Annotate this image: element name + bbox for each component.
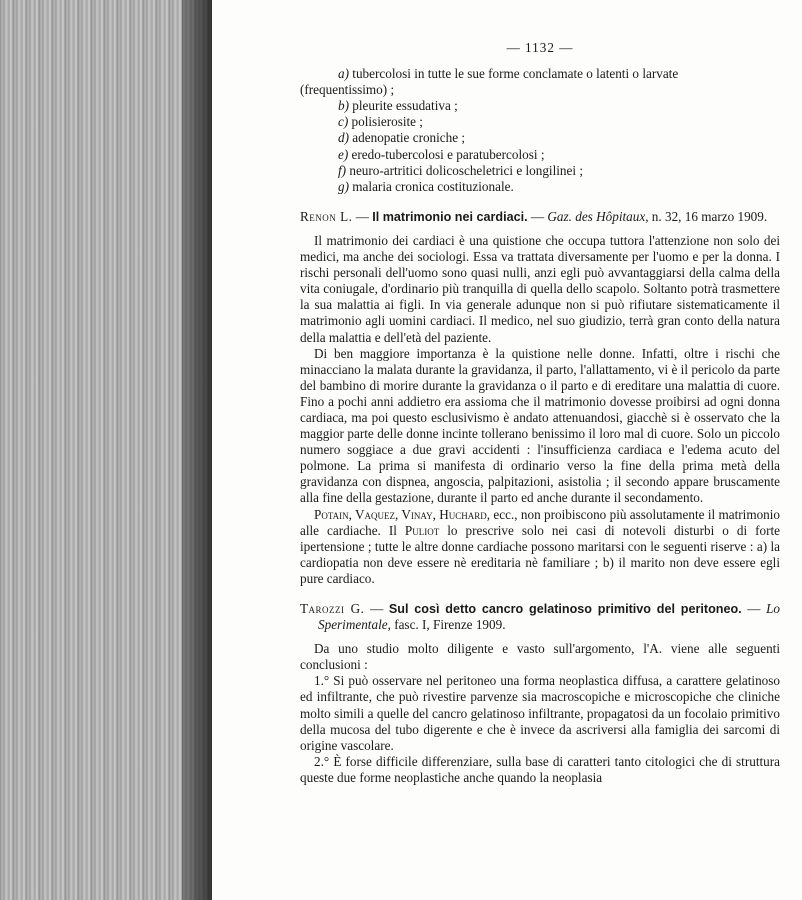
article-author: Renon L. [300, 208, 353, 224]
conditions-list [300, 66, 780, 195]
list-item: b) pleurite essudativa ; [338, 98, 458, 114]
paragraph: 1.° Si può osservare nel peritoneo una forma neoplastica diffusa, a carattere gelatinoso ed infiltrante, che può rivestire parvenze sia macroscopiche e microscopiche che cliniche molto simili a quelle del cancro gelatinoso infiltrante, propagatosi da un focolaio primitivo della mucosa del tubo digerente e che è invece da ascriversi alla famiglia dei sarcomi di origine vascolare. [300, 673, 780, 753]
author-name: Puliot [404, 522, 440, 538]
paragraph: Da uno studio molto diligente e vasto sull'argomento, l'A. viene alle seguenti conclusioni : [300, 641, 780, 673]
paragraph: Di ben maggiore importanza è la quistione nelle donne. Infatti, oltre i rischi che minacciano la malata durante la gravidanza, il parto, l'allattamento, vi è il pericolo da parte del bambino di morire durante la gravidanza o il parto e di ereditare una malattia di cuore. Fino a pochi anni addietro era assioma che il matrimonio dovesse proibirsi ad ogni donna cardiaca, ma poi questo esclusivismo è andato attenuandosi, giacchè si è osservato che la maggior parte delle donne incinte tollerano benissimo il loro mal di cuore. Solo un piccolo numero soggiace a due gravi accidenti : l'insufficienza cardiaca e l'edema acuto del polmone. La prima si manifesta di ordinario verso la fine della prima metà della gravidanza con dispnea, angoscia, palpitazioni, asistolia ; il secondo appare bruscamente alla fine della gestazione, durante il parto ed anche durante il secondamento. [300, 345, 780, 506]
article-title: Sul così detto cancro gelatinoso primitivo del peritoneo. [388, 602, 742, 616]
list-item: d) adenopatie croniche ; [338, 130, 466, 146]
paragraph: 2.° È forse difficile differenziare, sulla base di caratteri tanto citologici che di struttura queste due forme neoplastiche anche quando la neoplasia [300, 753, 780, 785]
list-item: a) tubercolosi in tutte le sue forme conclamate o latenti o larvate [338, 66, 679, 82]
list-item: g) malaria cronica costituzionale. [338, 178, 514, 194]
paragraph: Il matrimonio dei cardiaci è una quistione che occupa tuttora l'attenzione non solo dei medici, ma anche dei sociologi. Essa va trattata diversamente per l'uomo e per la donna. I rischi personali dell'uomo sono quasi nulli, anzi egli può avvantaggiarsi della calma della vita coniugale, d'ordinario più tranquilla di quella dello scapolo. Soltanto potrà trasmettere la sua malattia ai figli. In via generale adunque non si può rifiutare sistematicamente il matrimonio agli uomini cardiaci. Il medico, nel suo giudizio, terrà gran conto della natura della malattia e dell'età del paziente. [300, 232, 780, 345]
article-citation: fasc. I, Firenze 1909. [394, 617, 506, 633]
article-journal: Lo Sperimentale, [318, 601, 780, 633]
article-author: Tarozzi G. [300, 601, 365, 616]
article-journal: Gaz. des Hôpitaux, [547, 208, 649, 224]
section-gap [300, 587, 780, 601]
list-item: e) eredo-tubercolosi e paratubercolosi ; [338, 146, 545, 162]
list-item: (frequentissimo) ; [300, 82, 395, 98]
article-reference: Tarozzi G. — Sul così detto cancro gelatinoso primitivo del peritoneo. — Lo Sperimentale, fasc. I, Firenze 1909. [300, 601, 780, 633]
article-title: Il matrimonio nei cardiaci. [372, 209, 528, 224]
page [212, 0, 802, 900]
list-item: f) neuro-artritici dolicoscheletrici e longilinei ; [338, 162, 583, 178]
author-names: Potain, Vaquez, Vinay, Huchard, [314, 506, 491, 522]
article-reference: Renon L. — Il matrimonio nei cardiaci. — Gaz. des Hôpitaux, n. 32, 16 marzo 1909. [300, 208, 768, 224]
page-text [300, 40, 780, 786]
book-gutter [0, 0, 212, 900]
page-number: — 1132 — [506, 40, 574, 55]
article-citation: n. 32, 16 marzo 1909. [651, 208, 768, 224]
paragraph: Potain, Vaquez, Vinay, Huchard, ecc., non proibiscono più assolutamente il matrimonio alle cardiache. Il Puliot lo prescrive solo nei casi di notevoli disturbi o di forte ipertensione ; tutte le altre donne cardiache possono maritarsi con le seguenti riserve : a) la cardiopatia non deve essere nè ereditaria nè familiare ; b) il marito non deve essere egli pure cardiaco. [300, 506, 781, 586]
list-item: c) polisierosite ; [338, 114, 423, 130]
